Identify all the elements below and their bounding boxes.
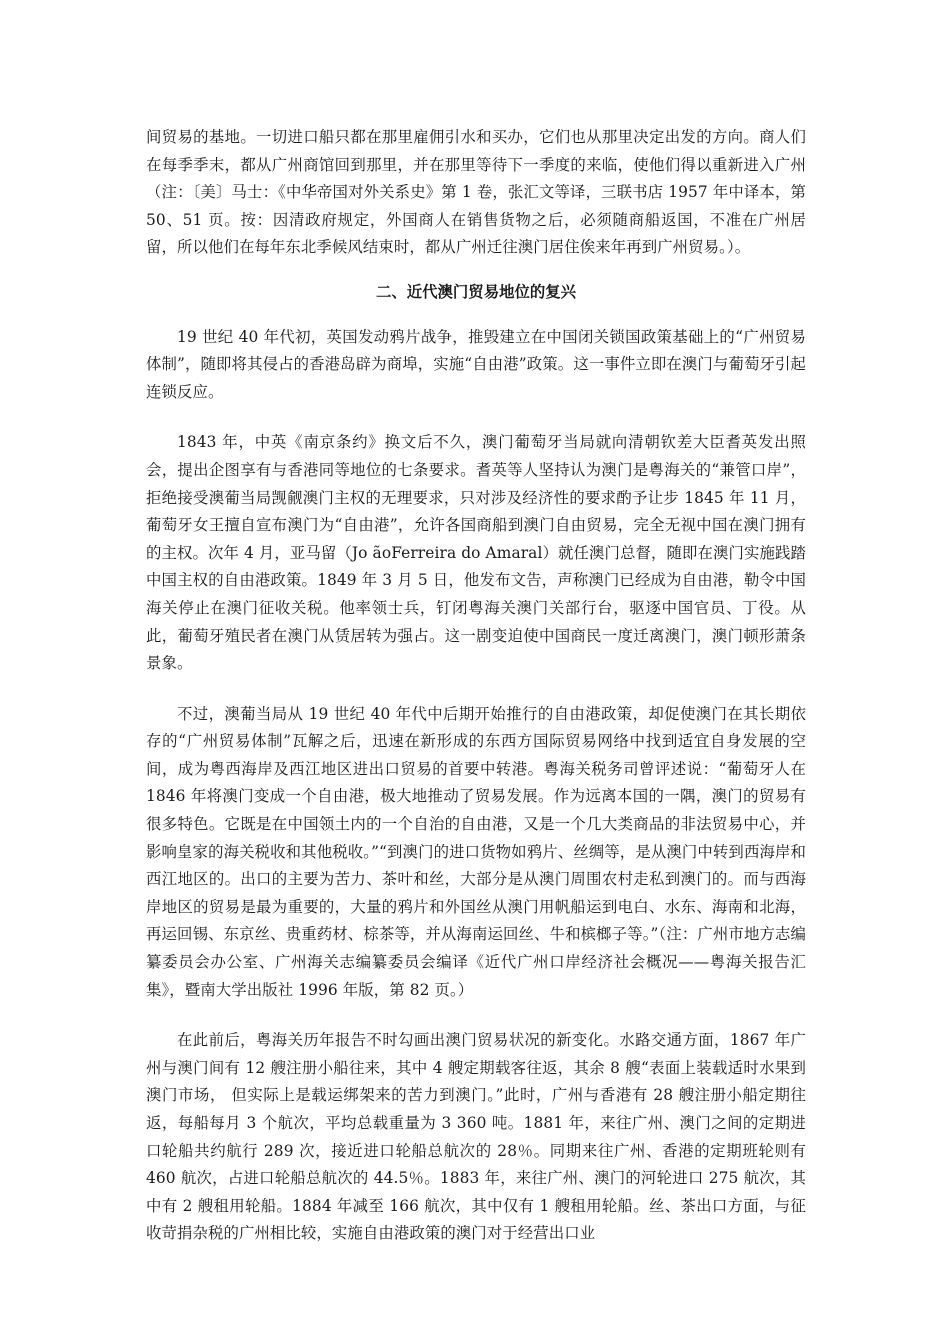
document-page [146, 124, 806, 1248]
continuation-paragraph: 间贸易的基地。一切进口船只都在那里雇佣引水和买办，它们也从那里决定出发的方向。商人们在每季季末，都从广州商馆回到那里，并在那里等待下一季度的来临，使他们得以重新进入广州（注：〔美〕马士：《中华帝国对外关系史》第 1 卷，张汇文等译，三联书店 1957 年中译本，第 50、51 页。按：因清政府规定，外国商人在销售货物之后，必须随商船返国，不准在广州居留，所以他们在每年东北季候风结束时，都从广州迁往澳门居住俟来年再到广州贸易。）。 [146, 128, 806, 257]
spacer [146, 1004, 806, 1027]
spacer [146, 307, 806, 324]
body-paragraph-2: 1843 年，中英《南京条约》换文后不久，澳门葡萄牙当局就向清朝钦差大臣耆英发出照会，提出企图享有与香港同等地位的七条要求。耆英等人坚持认为澳门是粤海关的“兼管口岸”，拒绝接受澳葡当局觊觎澳门主权的无理要求，只对涉及经济性的要求酌予让步 1845 年 11 月，葡萄牙女王擅自宣布澳门为“自由港”，允许各国商船到澳门自由贸易，完全无视中国在澳门拥有的主权。次年 4 月，亚马留（Jo ãoFerreira do Amaral）就任澳门总督，随即在澳门实施践踏中国主权的自由港政策。1849 年 3 月 5 日，他发布文告，声称澳门已经成为自由港，勒令中国海关停止在澳门征收关税。他率领士兵，钉闭粤海关澳门关部行台，驱逐中国官员、丁役。从此，葡萄牙殖民者在澳门从赁居转为强占。这一剧变迫使中国商民一度迁离澳门，澳门顿形萧条景象。 [146, 433, 806, 673]
body-paragraph-4: 在此前后，粤海关历年报告不时勾画出澳门贸易状况的新变化。水路交通方面，1867 年广州与澳门间有 12 艘注册小船往来，其中 4 艘定期载客往返，其余 8 艘“表面上装载适时水果到澳门市场， 但实际上是载运绑架来的苦力到澳门。”此时，广州与香港有 28 艘注册小船定期往返，每船每月 3 个航次，平均总载重量为 3 360 吨。1881 年，来往广州、澳门之间的定期进口轮船共约航行 289 次，接近进口轮船总航次的 28％。同期来往广州、香港的定期班轮则有 460 航次，占进口轮船总航次的 44.5％。1883 年，来往广州、澳门的河轮进口 275 航次，其中有 2 艘租用轮船。1884 年减至 166 航次，其中仅有 1 艘租用轮船。丝、茶出口方面，与征收苛捐杂税的广州相比较，实施自由港政策的澳门对于经营出口业 [146, 1031, 806, 1243]
body-paragraph-1: 19 世纪 40 年代初，英国发动鸦片战争，推毁建立在中国闭关锁国政策基础上的“广州贸易体制”，随即将其侵占的香港岛辟为商埠，实施“自由港”政策。这一事件立即在澳门与葡萄牙引起连锁反应。 [146, 327, 806, 401]
spacer [146, 406, 806, 429]
section-heading: 二、近代澳门贸易地位的复兴 [375, 282, 577, 301]
spacer [146, 678, 806, 701]
body-paragraph-3: 不过，澳葡当局从 19 世纪 40 年代中后期开始推行的自由港政策，却促使澳门在其长期依存的“广州贸易体制”瓦解之后，迅速在新形成的东西方国际贸易网络中找到适宜自身发展的空间，成为粤西海岸及西江地区进出口贸易的首要中转港。粤海关税务司曾评述说：“葡萄牙人在 1846 年将澳门变成一个自由港，极大地推动了贸易发展。作为远离本国的一隅，澳门的贸易有很多特色。它既是在中国领土内的一个自治的自由港，又是一个几大类商品的非法贸易中心，并影响皇家的海关税收和其他税收。”“到澳门的进口货物如鸦片、丝绸等，是从澳门中转到西海岸和西江地区的。出口的主要为苦力、茶叶和丝，大部分是从澳门周围农村走私到澳门的。而与西海岸地区的贸易是最为重要的，大量的鸦片和外国丝从澳门用帆船运到电白、水东、海南和北海，再运回锡、东京丝、贵重药材、棕茶等，并从海南运回丝、牛和槟榔子等。”（注：广州市地方志编纂委员会办公室、广州海关志编纂委员会编译《近代广州口岸经济社会概况——粤海关报告汇集》，暨南大学出版社 1996 年版，第 82 页。） [146, 704, 806, 999]
spacer [146, 262, 806, 279]
